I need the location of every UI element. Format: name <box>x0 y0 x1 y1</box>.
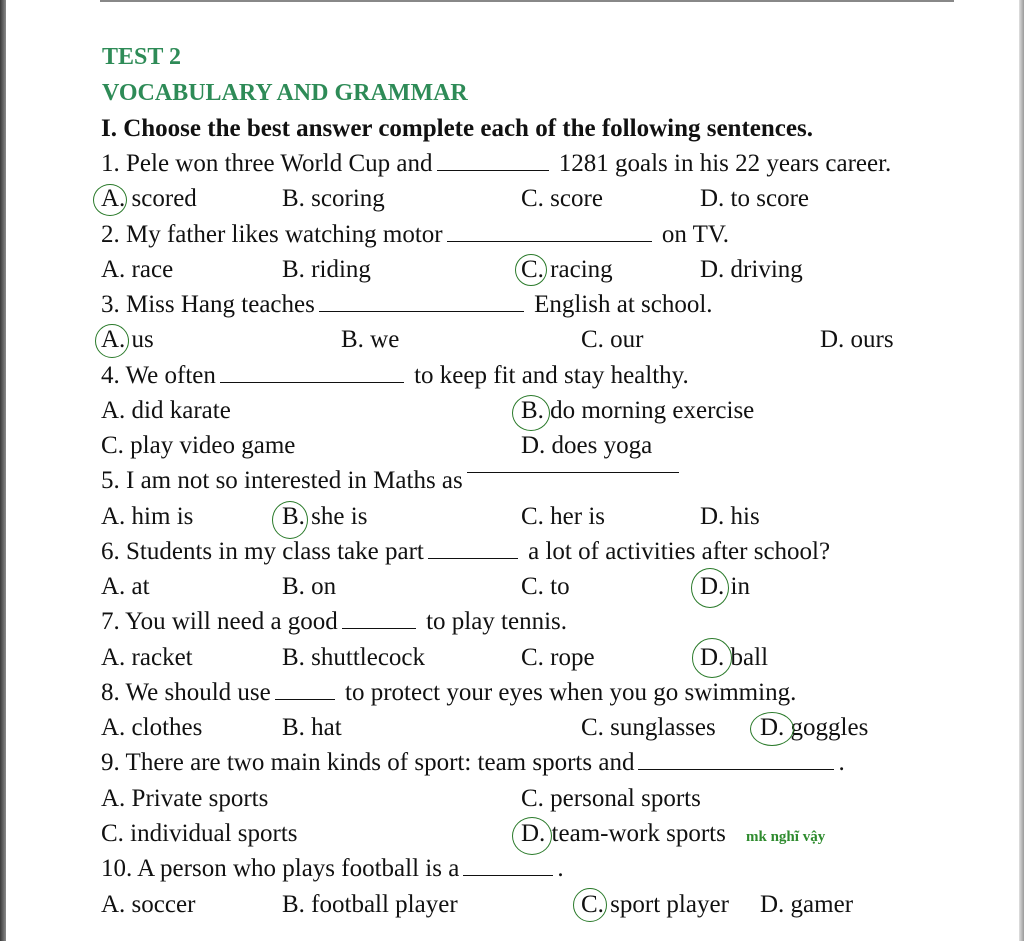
option-c: C. score <box>521 185 603 212</box>
question-text: 5. I am not so interested in Maths as <box>101 467 463 494</box>
option-b: B. riding <box>282 256 371 283</box>
question-6 <box>101 537 830 567</box>
part-heading: I. Choose the best answer complete each of the following sentences. <box>101 115 813 142</box>
answer-blank <box>437 150 549 171</box>
option-a: A. did karate <box>101 397 231 424</box>
option-a: A. soccer <box>101 891 196 918</box>
option-d: D. team-work sports <box>521 820 726 847</box>
answer-blank <box>428 538 518 559</box>
option-b: B. she is <box>282 503 368 530</box>
question-text: 1. Pele won three World Cup and <box>101 150 433 177</box>
question-2 <box>101 220 729 250</box>
option-c: C. racing <box>521 256 613 283</box>
answer-circle <box>515 254 547 286</box>
option-d: D. goggles <box>760 714 869 741</box>
answer-circle <box>573 888 607 922</box>
question-text: . <box>838 749 845 776</box>
answer-blank <box>638 749 834 770</box>
answer-blank <box>463 855 553 876</box>
answer-blank <box>220 362 404 383</box>
option-d: D. driving <box>700 256 803 283</box>
page-right-edge <box>1019 0 1024 941</box>
option-c: C. play video game <box>101 432 296 459</box>
answer-circle <box>93 184 127 216</box>
option-c: C. rope <box>521 644 595 671</box>
option-a: A. racket <box>101 644 193 671</box>
answer-blank <box>447 221 652 242</box>
question-text: 3. Miss Hang teaches <box>101 291 315 318</box>
question-text: 7. You will need a good <box>101 608 338 635</box>
option-c: C. individual sports <box>101 820 298 847</box>
question-5 <box>101 466 683 496</box>
option-a: A. scored <box>101 185 197 212</box>
answer-blank <box>467 464 679 473</box>
option-a: A. us <box>101 326 154 353</box>
handwritten-note: mk nghĩ vậy <box>746 829 826 845</box>
question-4 <box>101 361 689 391</box>
question-text: 6. Students in my class take part <box>101 538 424 565</box>
question-text: . <box>557 855 564 882</box>
answer-blank <box>275 679 335 700</box>
option-c: C. sunglasses <box>581 714 716 741</box>
answer-circle <box>95 324 129 358</box>
question-10 <box>101 854 564 884</box>
option-a: A. at <box>101 573 150 600</box>
question-text: English at school. <box>534 291 713 318</box>
question-text: to protect your eyes when you go swimming. <box>345 679 797 706</box>
option-b: B. do morning exercise <box>521 397 755 424</box>
option-d: D. does yoga <box>521 432 653 459</box>
section-title: VOCABULARY AND GRAMMAR <box>102 80 468 106</box>
option-b: B. scoring <box>282 185 385 212</box>
question-text: 10. A person who plays football is a <box>101 855 460 882</box>
option-a: A. clothes <box>101 714 203 741</box>
option-b: B. hat <box>282 714 342 741</box>
option-c: C. personal sports <box>521 785 701 812</box>
question-text: on TV. <box>661 221 729 248</box>
option-c: C. our <box>581 326 644 353</box>
question-7 <box>101 607 567 637</box>
answer-circle <box>692 638 732 678</box>
answer-circle <box>691 568 729 608</box>
answer-circle <box>272 501 308 539</box>
answer-circle <box>750 712 794 746</box>
option-d: D. ours <box>820 326 894 353</box>
option-c: C. her is <box>521 503 606 530</box>
option-d: D. in <box>700 573 750 600</box>
option-a: A. Private sports <box>101 785 269 812</box>
answer-circle <box>512 817 552 855</box>
answer-blank <box>342 608 416 629</box>
option-d: D. ball <box>700 644 769 671</box>
question-1 <box>101 149 891 179</box>
top-rule <box>100 0 954 2</box>
option-d: D. to score <box>700 185 809 212</box>
question-9 <box>101 748 845 778</box>
option-d: D. his <box>700 503 760 530</box>
question-3 <box>101 290 713 320</box>
question-text: a lot of activities after school? <box>528 538 831 565</box>
question-text: 8. We should use <box>101 679 271 706</box>
question-8 <box>101 678 796 708</box>
question-text: 4. We often <box>101 362 216 389</box>
question-text: 9. There are two main kinds of sport: team sports and <box>101 749 635 776</box>
option-c: C. to <box>521 573 570 600</box>
option-a: A. race <box>101 256 174 283</box>
option-d: D. gamer <box>760 891 854 918</box>
option-b: B. football player <box>282 891 458 918</box>
option-b: B. we <box>341 326 400 353</box>
option-c: C. sport player <box>581 891 729 918</box>
question-text: to keep fit and stay healthy. <box>414 362 689 389</box>
question-text: 2. My father likes watching motor <box>101 221 443 248</box>
option-a: A. him is <box>101 503 194 530</box>
answer-circle <box>512 395 550 431</box>
question-text: 1281 goals in his 22 years career. <box>558 150 892 177</box>
option-b: B. shuttlecock <box>282 644 426 671</box>
answer-blank <box>319 291 524 312</box>
page-left-edge <box>0 0 6 941</box>
question-text: to play tennis. <box>426 608 568 635</box>
test-title: TEST 2 <box>102 44 181 70</box>
option-b: B. on <box>282 573 337 600</box>
